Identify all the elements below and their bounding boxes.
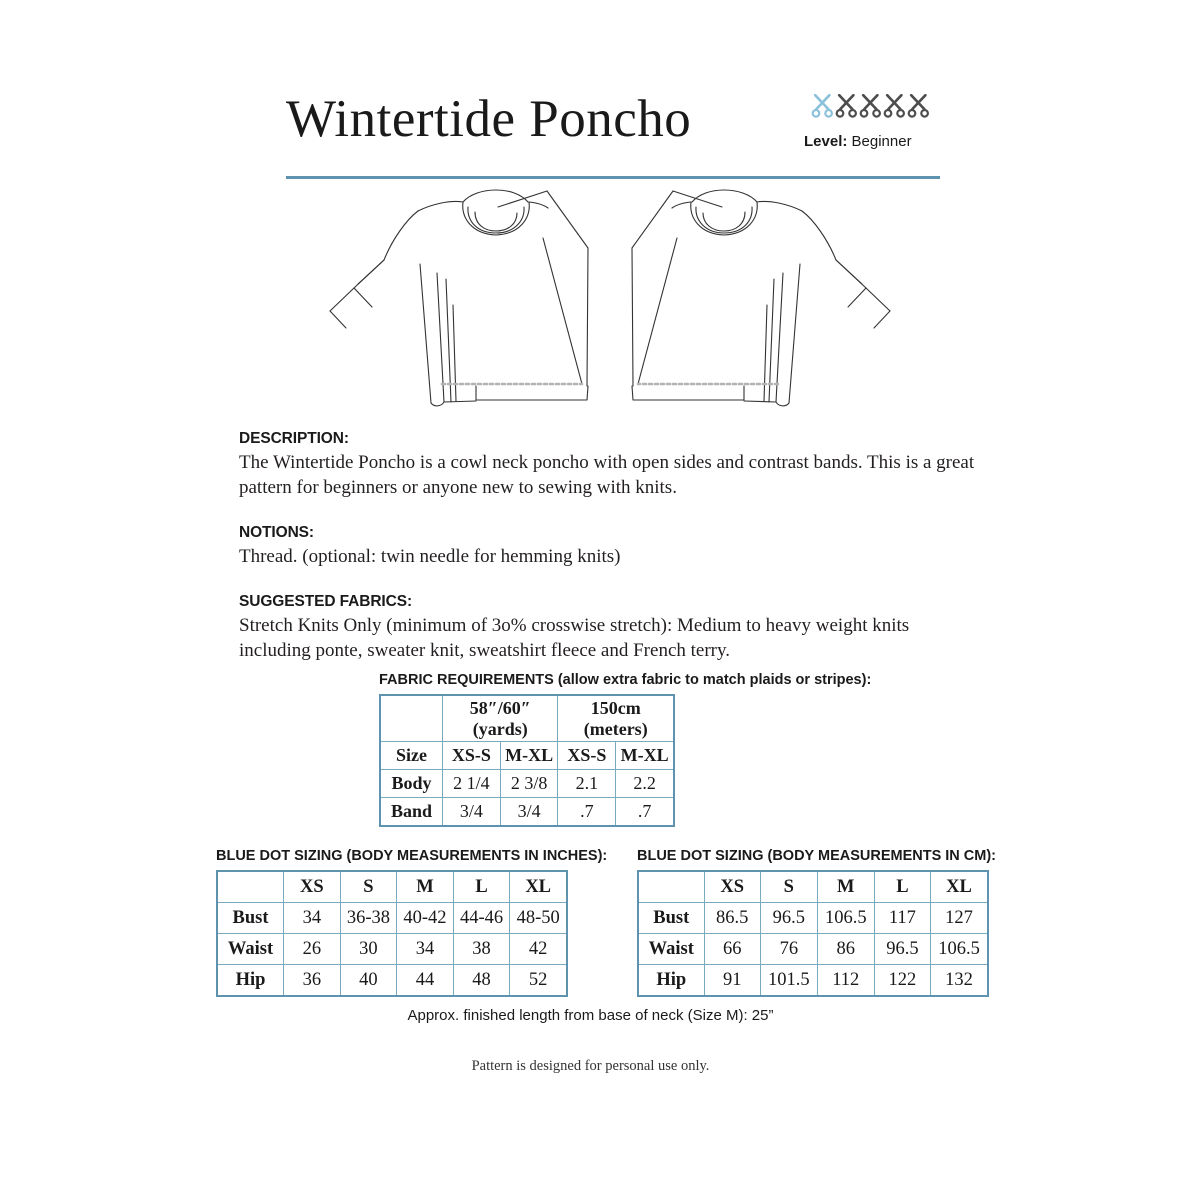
sizing-cm-cell: 86 — [817, 934, 874, 965]
sizing-in-col-xl: XL — [510, 871, 567, 903]
table-row — [217, 871, 567, 903]
scissors-icon — [835, 94, 858, 119]
sizing-in-cell: 36 — [284, 965, 341, 997]
fabreq-corner-cell — [380, 695, 443, 742]
sizing-in-cell: 42 — [510, 934, 567, 965]
scissors-icon — [859, 94, 882, 119]
table-row — [380, 770, 674, 798]
fabreq-size-col-3: XS-S — [558, 742, 616, 770]
fabreq-cell: 3/4 — [443, 798, 501, 827]
sizing-cm-table — [637, 870, 989, 997]
level-text — [804, 133, 940, 150]
table-row — [638, 965, 988, 997]
level-value: Beginner — [851, 133, 912, 150]
sizing-in-cell: 36-38 — [340, 903, 397, 934]
sizing-cm-cell: 96.5 — [760, 903, 817, 934]
sizing-cm-block — [637, 848, 996, 997]
fabreq-size-col-2: M-XL — [500, 742, 558, 770]
sizing-cm-cell: 101.5 — [760, 965, 817, 997]
fabreq-size-label: Size — [380, 742, 443, 770]
info-sections — [239, 430, 979, 663]
sizing-cm-cell: 122 — [874, 965, 930, 997]
sizing-in-cell: 38 — [453, 934, 510, 965]
personal-use-note: Pattern is designed for personal use only. — [471, 1058, 710, 1074]
sizing-cm-cell: 66 — [704, 934, 760, 965]
page-header — [286, 88, 940, 180]
sizing-in-cell: 40-42 — [397, 903, 454, 934]
sizing-cm-cell: 127 — [931, 903, 988, 934]
fabreq-group-header-meters-line1: 150cm — [590, 697, 641, 718]
sizing-cm-row-hip: Hip — [638, 965, 704, 997]
fabreq-group-header-yards — [443, 695, 558, 742]
difficulty-level-block — [804, 94, 940, 150]
table-row — [380, 695, 674, 742]
sizing-in-row-bust: Bust — [217, 903, 284, 934]
table-row — [380, 742, 674, 770]
sizing-in-cell: 52 — [510, 965, 567, 997]
fabreq-cell: 3/4 — [500, 798, 558, 827]
sizing-in-corner-cell — [217, 871, 284, 903]
sizing-in-cell: 40 — [340, 965, 397, 997]
fabreq-row-label-band: Band — [380, 798, 443, 827]
table-row — [217, 903, 567, 934]
sizing-cm-cell: 132 — [931, 965, 988, 997]
finished-length-note: Approx. finished length from base of neck (Size M): 25” — [407, 1007, 774, 1024]
sizing-cm-caption: BLUE DOT SIZING (BODY MEASUREMENTS IN CM): — [637, 848, 997, 864]
table-row — [217, 934, 567, 965]
sizing-in-col-l: L — [453, 871, 510, 903]
fabreq-cell: 2.2 — [616, 770, 674, 798]
section-spacer — [239, 500, 979, 524]
description-heading: DESCRIPTION: — [239, 430, 349, 447]
table-row — [638, 871, 988, 903]
notions-heading: NOTIONS: — [239, 524, 314, 541]
poncho-front-technical-drawing — [330, 190, 588, 406]
sizing-cm-col-xl: XL — [931, 871, 988, 903]
sizing-in-cell: 34 — [397, 934, 454, 965]
sizing-inches-block — [216, 848, 607, 997]
technical-drawings — [300, 188, 920, 428]
header-divider-rule — [286, 176, 940, 179]
sizing-cm-col-l: L — [874, 871, 930, 903]
sizing-in-cell: 30 — [340, 934, 397, 965]
scissors-icon — [907, 94, 930, 119]
sizing-cm-row-bust: Bust — [638, 903, 704, 934]
sizing-cm-corner-cell — [638, 871, 704, 903]
scissors-rating — [811, 94, 940, 120]
sizing-cm-col-xs: XS — [704, 871, 760, 903]
sizing-in-col-s: S — [340, 871, 397, 903]
sizing-cm-cell: 91 — [704, 965, 760, 997]
sizing-in-cell: 44 — [397, 965, 454, 997]
sizing-cm-col-m: M — [817, 871, 874, 903]
sizing-cm-cell: 117 — [874, 903, 930, 934]
fabric-requirements-caption: FABRIC REQUIREMENTS (allow extra fabric to match plaids or stripes): — [379, 672, 872, 688]
table-row — [217, 965, 567, 997]
sizing-cm-cell: 106.5 — [931, 934, 988, 965]
fabreq-cell: .7 — [616, 798, 674, 827]
scissors-icon — [811, 94, 834, 119]
sizing-inches-table — [216, 870, 568, 997]
fabreq-size-col-1: XS-S — [443, 742, 501, 770]
sizing-in-col-xs: XS — [284, 871, 341, 903]
sizing-cm-col-s: S — [760, 871, 817, 903]
fabreq-cell: 2 1/4 — [443, 770, 501, 798]
sizing-in-cell: 44-46 — [453, 903, 510, 934]
section-spacer — [239, 569, 979, 593]
fabreq-group-header-meters-line2: (meters) — [583, 718, 648, 739]
fabric-requirements-block — [379, 672, 872, 827]
page-title: Wintertide Poncho — [286, 90, 692, 148]
table-row — [638, 934, 988, 965]
fabreq-group-header-yards-line1: 58″/60″ — [469, 697, 531, 718]
table-row — [638, 903, 988, 934]
sizing-cm-cell: 96.5 — [874, 934, 930, 965]
sizing-in-col-m: M — [397, 871, 454, 903]
sizing-cm-cell: 106.5 — [817, 903, 874, 934]
fabreq-group-header-yards-line2: (yards) — [472, 718, 528, 739]
sizing-in-cell: 34 — [284, 903, 341, 934]
fabreq-cell: 2 3/8 — [500, 770, 558, 798]
sizing-cm-row-waist: Waist — [638, 934, 704, 965]
description-body: The Wintertide Poncho is a cowl neck poncho with open sides and contrast bands. This is a great pattern for beginners or anyone new to sewing with knits. — [239, 452, 975, 498]
table-row — [380, 798, 674, 827]
fabreq-cell: 2.1 — [558, 770, 616, 798]
sizing-in-cell: 26 — [284, 934, 341, 965]
sizing-inches-caption: BLUE DOT SIZING (BODY MEASUREMENTS IN INCHES): — [216, 848, 608, 864]
sizing-cm-cell: 86.5 — [704, 903, 760, 934]
fabreq-row-label-body: Body — [380, 770, 443, 798]
poncho-back-technical-drawing — [632, 190, 890, 406]
fabreq-group-header-meters — [558, 695, 674, 742]
sizing-cm-cell: 112 — [817, 965, 874, 997]
fabreq-size-col-4: M-XL — [616, 742, 674, 770]
notions-body: Thread. (optional: twin needle for hemming knits) — [239, 546, 621, 567]
sizing-in-row-waist: Waist — [217, 934, 284, 965]
suggested-fabrics-body: Stretch Knits Only (minimum of 3o% crosswise stretch): Medium to heavy weight knits including ponte, sweater knit, sweatshirt fleece and French terry. — [239, 615, 910, 661]
sizing-in-cell: 48-50 — [510, 903, 567, 934]
suggested-fabrics-heading: SUGGESTED FABRICS: — [239, 593, 413, 610]
level-label: Level: — [804, 133, 848, 150]
fabric-requirements-table — [379, 694, 675, 827]
scissors-icon — [883, 94, 906, 119]
sizing-in-row-hip: Hip — [217, 965, 284, 997]
sizing-in-cell: 48 — [453, 965, 510, 997]
sizing-cm-cell: 76 — [760, 934, 817, 965]
fabreq-cell: .7 — [558, 798, 616, 827]
